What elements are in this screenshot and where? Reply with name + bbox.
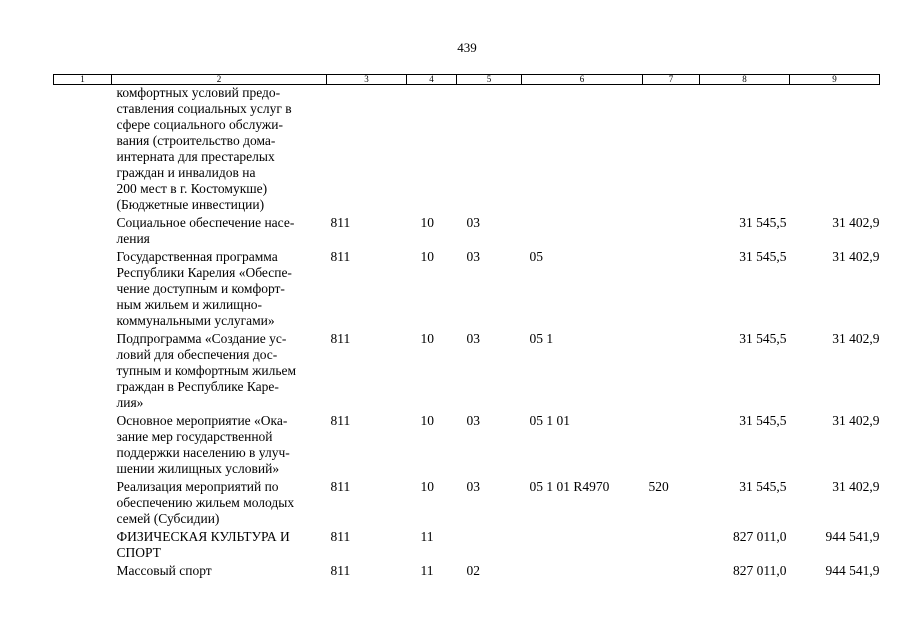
amount-year1-cell [700, 85, 790, 216]
table-row [54, 85, 880, 216]
item-name-cell: комфортных условий предо- ставления социальных услуг в сфере социального обслужи- вания (строительство дома- интерната для престарелых граждан и инвалидов на 200 мест в г. Костомукше) (Бюджетные инвестиции) [116, 85, 292, 212]
subsection-cell: 03 [466, 249, 480, 264]
column-header-7: 7 [643, 75, 700, 85]
target-article-cell: 05 [529, 249, 543, 264]
expense-type-cell [643, 249, 700, 331]
item-name-cell: Государственная программа Республики Карелия «Обеспе- чение доступным и комфорт- ным жильем и жилищно- коммунальными услугами» [116, 249, 292, 328]
section-cell: 10 [420, 249, 434, 264]
table-row [54, 529, 880, 563]
budget-table [53, 74, 880, 581]
header-row [54, 75, 880, 85]
column-header-5: 5 [457, 75, 522, 85]
table-header [54, 75, 880, 85]
table-row [54, 563, 880, 581]
column-header-4: 4 [407, 75, 457, 85]
item-name-cell: ФИЗИЧЕСКАЯ КУЛЬТУРА И СПОРТ [116, 529, 290, 560]
row-number-cell [54, 563, 112, 581]
ministry-code-cell: 811 [330, 563, 351, 578]
column-header-9: 9 [790, 75, 880, 85]
column-header-6: 6 [522, 75, 643, 85]
target-article-cell: 05 1 [529, 331, 554, 346]
amount-year1-cell: 827 011,0 [733, 563, 787, 578]
ministry-code-cell: 811 [330, 479, 351, 494]
expense-type-cell: 520 [648, 479, 669, 494]
amount-year2-cell: 31 402,9 [832, 479, 880, 494]
amount-year1-cell: 827 011,0 [733, 529, 787, 544]
target-article-cell: 05 1 01 R4970 [529, 479, 610, 494]
item-name-cell: Социальное обеспечение насе- ления [116, 215, 295, 246]
row-number-cell [54, 249, 112, 331]
target-article-cell: 05 1 01 [529, 413, 570, 428]
section-cell [407, 85, 457, 216]
expense-type-cell [643, 215, 700, 249]
target-article-cell [522, 215, 643, 249]
section-cell: 11 [420, 529, 434, 544]
expense-type-cell [643, 331, 700, 413]
expense-type-cell [643, 563, 700, 581]
row-number-cell [54, 529, 112, 563]
amount-year1-cell: 31 545,5 [739, 479, 787, 494]
subsection-cell [457, 529, 522, 563]
section-cell: 10 [420, 215, 434, 230]
row-number-cell [54, 85, 112, 216]
item-name-cell: Подпрограмма «Создание ус- ловий для обеспечения дос- тупным и комфортным жильем граждан в Республике Каре- лия» [116, 331, 297, 410]
item-name-cell: Массовый спорт [116, 563, 212, 578]
amount-year1-cell: 31 545,5 [739, 249, 787, 264]
target-article-cell [522, 85, 643, 216]
amount-year1-cell: 31 545,5 [739, 331, 787, 346]
ministry-code-cell: 811 [330, 413, 351, 428]
expense-type-cell [643, 85, 700, 216]
amount-year2-cell: 31 402,9 [832, 413, 880, 428]
row-number-cell [54, 413, 112, 479]
amount-year2-cell [790, 85, 880, 216]
section-cell: 10 [420, 479, 434, 494]
amount-year2-cell: 944 541,9 [825, 563, 880, 578]
amount-year2-cell: 31 402,9 [832, 215, 880, 230]
column-header-2: 2 [112, 75, 327, 85]
page-number: 439 [457, 40, 477, 55]
target-article-cell [522, 563, 643, 581]
subsection-cell: 03 [466, 413, 480, 428]
table-row [54, 479, 880, 529]
amount-year2-cell: 31 402,9 [832, 331, 880, 346]
section-cell: 10 [420, 331, 434, 346]
amount-year1-cell: 31 545,5 [739, 413, 787, 428]
amount-year2-cell: 944 541,9 [825, 529, 880, 544]
ministry-code-cell: 811 [330, 331, 351, 346]
amount-year1-cell: 31 545,5 [739, 215, 787, 230]
table-body [54, 85, 880, 582]
amount-year2-cell: 31 402,9 [832, 249, 880, 264]
row-number-cell [54, 215, 112, 249]
column-header-1: 1 [54, 75, 112, 85]
ministry-code-cell: 811 [330, 249, 351, 264]
subsection-cell [457, 85, 522, 216]
column-header-3: 3 [327, 75, 407, 85]
ministry-code-cell [327, 85, 407, 216]
table-row [54, 331, 880, 413]
table-row [54, 249, 880, 331]
row-number-cell [54, 331, 112, 413]
column-header-8: 8 [700, 75, 790, 85]
ministry-code-cell: 811 [330, 215, 351, 230]
section-cell: 11 [420, 563, 434, 578]
expense-type-cell [643, 413, 700, 479]
subsection-cell: 03 [466, 331, 480, 346]
row-number-cell [54, 479, 112, 529]
target-article-cell [522, 529, 643, 563]
subsection-cell: 03 [466, 215, 480, 230]
table-row [54, 413, 880, 479]
subsection-cell: 03 [466, 479, 480, 494]
subsection-cell: 02 [466, 563, 480, 578]
expense-type-cell [643, 529, 700, 563]
item-name-cell: Реализация мероприятий по обеспечению жильем молодых семей (Субсидии) [116, 479, 295, 526]
item-name-cell: Основное мероприятие «Ока- зание мер государственной поддержки населению в улуч- шении жилищных условий» [116, 413, 290, 476]
table-row [54, 215, 880, 249]
section-cell: 10 [420, 413, 434, 428]
ministry-code-cell: 811 [330, 529, 351, 544]
